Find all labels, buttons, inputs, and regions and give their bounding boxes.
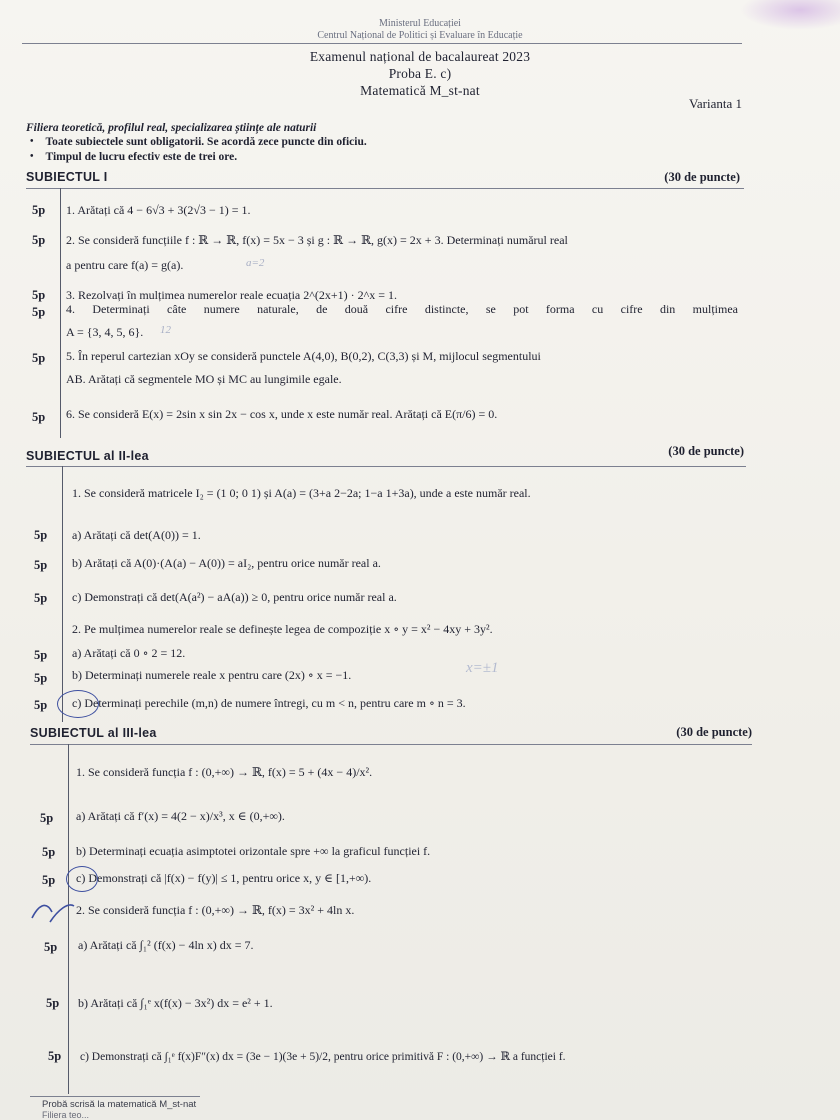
s2-q1b-points: 5p [34, 558, 48, 572]
s3-q1a-points: 5p [40, 811, 54, 825]
s3-q1-stem: 1. Se consideră funcția f : (0,+∞) → ℝ, f(x) = 5 + (4x − 4)/x². [76, 765, 373, 779]
s3-q1c-points: 5p [42, 873, 56, 887]
s2-q2b-handwriting: x=±1 [466, 660, 499, 676]
s1-q2-handwriting: a=2 [246, 257, 265, 269]
header-rule [22, 43, 742, 44]
s3-q1b-points: 5p [42, 845, 56, 859]
s1-q3-points: 5p [32, 288, 46, 302]
s2-q1a-text: a) Arătați că det(A(0)) = 1. [72, 528, 201, 542]
s1-q1-points: 5p [32, 203, 46, 217]
section-2-title: SUBIECTUL al II-lea [26, 449, 149, 463]
s3-q2c-text: c) Demonstrați că ∫₁ᵉ f(x)F″(x) dx = (3e − 1)(3e + 5)/2, pentru orice primitivă F : (0,+∞) → ℝ a funcției f. [80, 1051, 566, 1063]
section-1-title: SUBIECTUL I [26, 170, 108, 184]
s2-q1-stem: 1. Se consideră matricele I₂ = (1 0; 0 1) și A(a) = (3+a 2−2a; 1−a 1+3a), unde a este număr real. [72, 486, 531, 500]
s3-q2a-points: 5p [44, 940, 58, 954]
s1-q2-text-1: 2. Se consideră funcțiile f : ℝ → ℝ, f(x) = 5x − 3 și g : ℝ → ℝ, g(x) = 2x + 3. Determinați numărul real [66, 233, 568, 247]
s3-q1c-text: c) Demonstrați că |f(x) − f(y)| ≤ 1, pentru orice x, y ∈ [1,+∞). [76, 871, 372, 885]
s1-q1-text: 1. Arătați că 4 − 6√3 + 3(2√3 − 1) = 1. [66, 203, 251, 217]
s1-q2-text-2: a pentru care f(a) = g(a). [66, 258, 184, 272]
s1-q2-points: 5p [32, 233, 46, 247]
footer-rule [30, 1096, 200, 1097]
s3-q1a-text: a) Arătați că f′(x) = 4(2 − x)/x³, x ∈ (0,+∞). [76, 809, 285, 823]
section-2-points: (30 de puncte) [668, 444, 744, 458]
s1-q4-text-1: 4. Determinați câte numere naturale, de două cifre distincte, se pot forma cu cifre din mulțimea [66, 302, 738, 316]
s1-q4-points: 5p [32, 305, 46, 319]
section-1-points: (30 de puncte) [664, 170, 740, 184]
s2-q2b-points: 5p [34, 671, 48, 685]
header-ministry: Ministerul Educației [379, 18, 461, 29]
s3-q2a-text: a) Arătați că ∫₁² (f(x) − 4ln x) dx = 7. [78, 938, 254, 952]
s1-q4-text-2: A = {3, 4, 5, 6}. [66, 325, 144, 339]
s3-q1b-text: b) Determinați ecuația asimptotei orizontale spre +∞ la graficul funcției f. [76, 844, 431, 858]
s1-q5-text-2: AB. Arătați că segmentele MO și MC au lungimile egale. [66, 372, 342, 386]
s2-q2a-text: a) Arătați că 0 ∘ 2 = 12. [72, 646, 186, 660]
pen-circle-s3q1c [66, 866, 98, 892]
s1-q6-text: 6. Se consideră E(x) = 2sin x sin 2x − cos x, unde x este număr real. Arătați că E(π/6) = 0. [66, 407, 498, 421]
header-varianta: Varianta 1 [688, 96, 742, 111]
s2-q1c-points: 5p [34, 591, 48, 605]
section-3-points: (30 de puncte) [676, 725, 752, 739]
s1-q5-text-1: 5. În reperul cartezian xOy se consideră punctele A(4,0), B(0,2), C(3,3) și M, mijlocul segmentului [66, 349, 541, 363]
s3-q2b-text: b) Arătați că ∫₁ᵉ x(f(x) − 3x²) dx = e² + 1. [78, 996, 273, 1010]
header-subject: Matematică M_st-nat [360, 83, 480, 98]
s2-q2-stem: 2. Pe mulțimea numerelor reale se definește legea de compoziție x ∘ y = x² − 4xy + 3y². [72, 622, 493, 636]
header-proba: Proba E. c) [388, 66, 452, 81]
s2-q1b-text: b) Arătați că A(0)·(A(a) − A(0)) = aI₂, pentru orice număr real a. [72, 556, 381, 570]
section-2-rule [26, 466, 746, 467]
s2-q2c-text: c) Determinați perechile (m,n) de numere întregi, cu m < n, pentru care m ∘ n = 3. [72, 696, 466, 710]
pen-mark [28, 896, 78, 926]
section-1-rule [26, 188, 744, 189]
s1-q3-text: 3. Rezolvați în mulțimea numerelor reale ecuația 2^(2x+1) · 2^x = 1. [66, 288, 398, 302]
header-center: Centrul Național de Politici și Evaluare în Educație [317, 30, 523, 41]
s1-q6-points: 5p [32, 410, 46, 424]
s1-q4-handwriting: 12 [160, 324, 171, 336]
s1-q5-points: 5p [32, 351, 46, 365]
rule-bullet-1: • Toate subiectele sunt obligatorii. Se acordă zece puncte din oficiu. [30, 136, 367, 148]
section-2-column-rule [62, 466, 63, 722]
s2-q2b-text: b) Determinați numerele reale x pentru care (2x) ∘ x = −1. [72, 668, 352, 682]
s3-q2b-points: 5p [46, 996, 60, 1010]
footer-line-1: Probă scrisă la matematică M_st-nat [42, 1099, 197, 1110]
s2-q1a-points: 5p [34, 528, 48, 542]
s3-q2c-points: 5p [48, 1049, 62, 1063]
header-exam: Examenul național de bacalaureat 2023 [309, 49, 531, 64]
s3-q2-stem: 2. Se consideră funcția f : (0,+∞) → ℝ, f(x) = 3x² + 4ln x. [76, 903, 355, 917]
s2-q1c-text: c) Demonstrați că det(A(a²) − aA(a)) ≥ 0, pentru orice număr real a. [72, 590, 397, 604]
pen-circle-s2q2c [57, 690, 99, 718]
section-3-title: SUBIECTUL al III-lea [30, 726, 157, 740]
s2-q2a-points: 5p [34, 648, 48, 662]
section-1-column-rule [60, 188, 61, 438]
filiera: Filiera teoretică, profilul real, specializarea științe ale naturii [26, 122, 317, 134]
rule-bullet-2: • Timpul de lucru efectiv este de trei ore. [30, 151, 237, 163]
s2-q2c-points: 5p [34, 698, 48, 712]
footer-line-2: Filiera teo... [42, 1110, 90, 1120]
section-3-rule [30, 744, 752, 745]
